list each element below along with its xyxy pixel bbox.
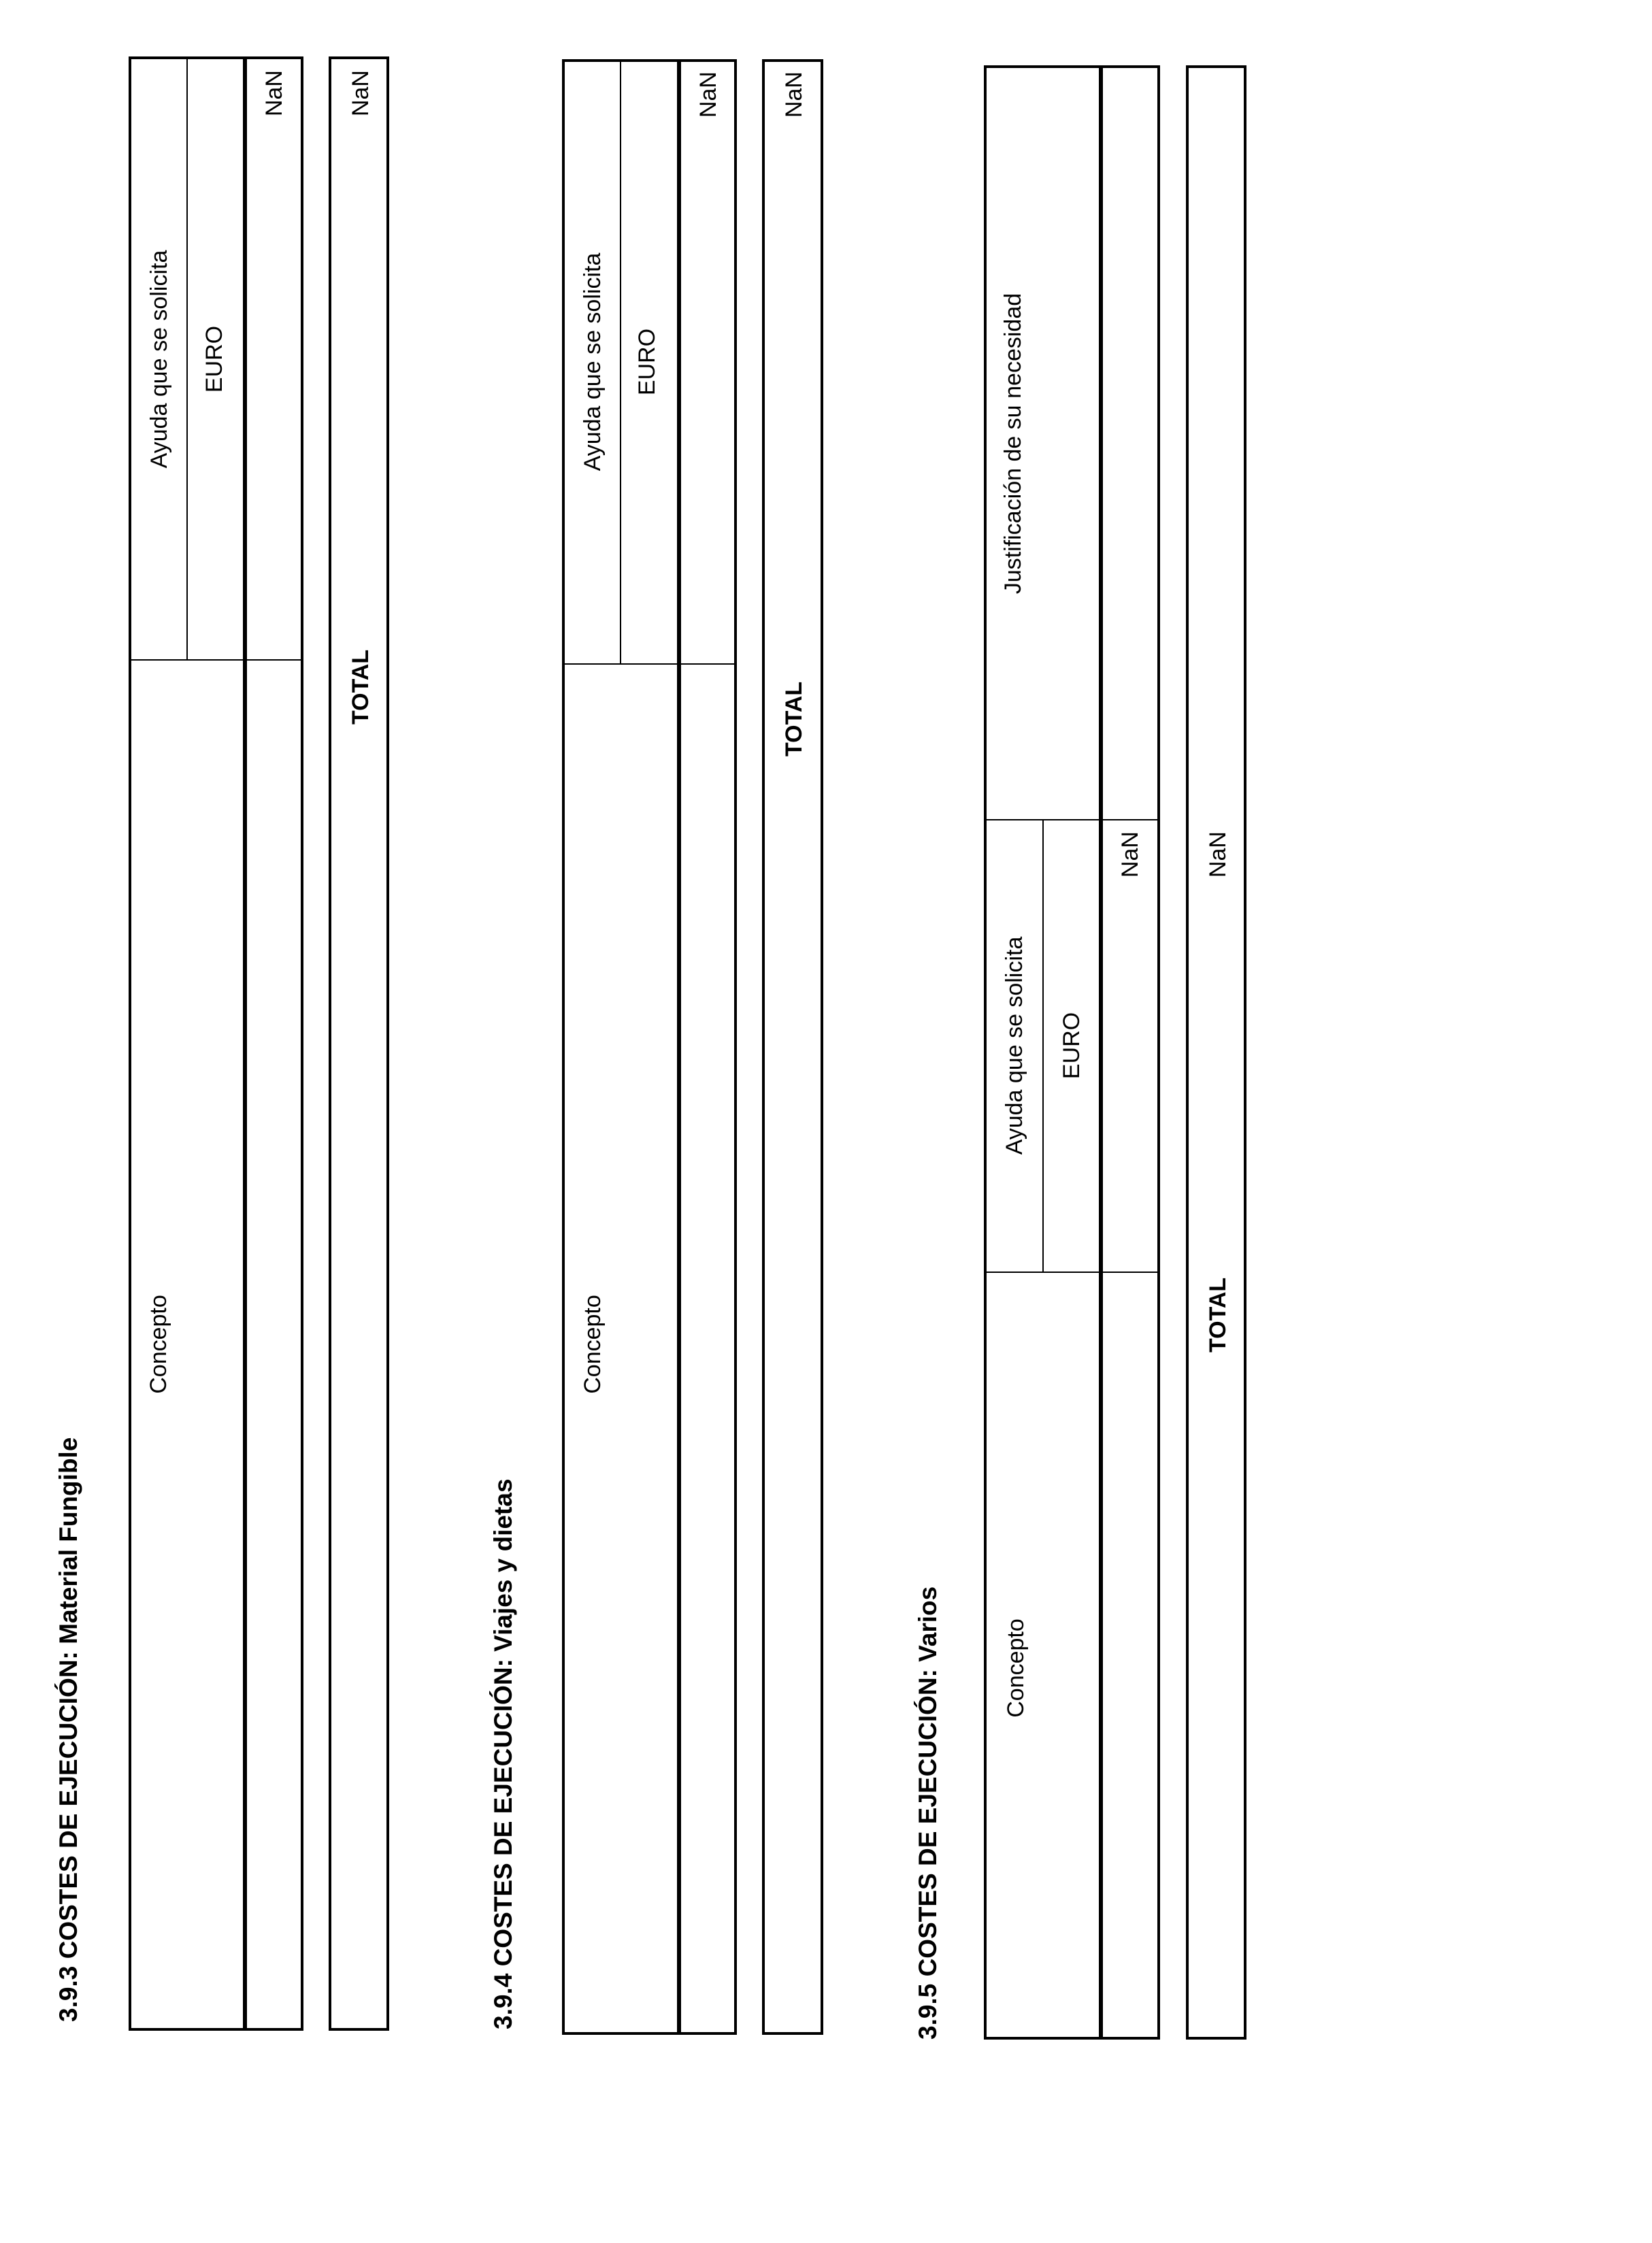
section-395-total-label: TOTAL	[1205, 1277, 1231, 1352]
section-393	[54, 58, 388, 2029]
section-395-total-value: NaN	[1205, 831, 1231, 878]
section-395-total-box	[1187, 67, 1245, 2038]
section-393-row-value: NaN	[261, 70, 287, 117]
section-394-total-value: NaN	[781, 71, 807, 118]
section-393-col-amount: Ayuda que se solicita	[146, 250, 172, 469]
section-393-col-currency: EURO	[201, 325, 227, 393]
section-393-col-concept: Concepto	[146, 1295, 171, 1394]
section-394-col-amount: Ayuda que se solicita	[580, 252, 606, 471]
section-394-heading: 3.9.4 COSTES DE EJECUCIÓN: Viajes y dietas	[489, 1478, 517, 2029]
section-395-col-amount: Ayuda que se solicita	[1002, 936, 1027, 1155]
section-395-col-currency: EURO	[1059, 1012, 1085, 1080]
section-393-heading: 3.9.3 COSTES DE EJECUCIÓN: Material Fungible	[54, 1437, 82, 2022]
section-394-col-currency: EURO	[634, 328, 660, 396]
section-395-col-concept: Concepto	[1003, 1618, 1029, 1718]
section-394-total-label: TOTAL	[781, 681, 807, 757]
section-394-total-box	[763, 61, 822, 2033]
section-394-col-concept: Concepto	[580, 1295, 606, 1394]
section-393-total-label: TOTAL	[348, 649, 374, 725]
section-395	[913, 67, 1245, 2040]
section-393-total-box	[330, 58, 388, 2029]
section-394	[489, 61, 822, 2033]
section-395-heading: 3.9.5 COSTES DE EJECUCIÓN: Varios	[914, 1586, 942, 2040]
section-393-total-value: NaN	[348, 70, 374, 117]
section-395-col-justification: Justificación de su necesidad	[1000, 293, 1026, 595]
section-395-row-value: NaN	[1117, 831, 1143, 878]
section-394-row-value: NaN	[695, 71, 721, 118]
